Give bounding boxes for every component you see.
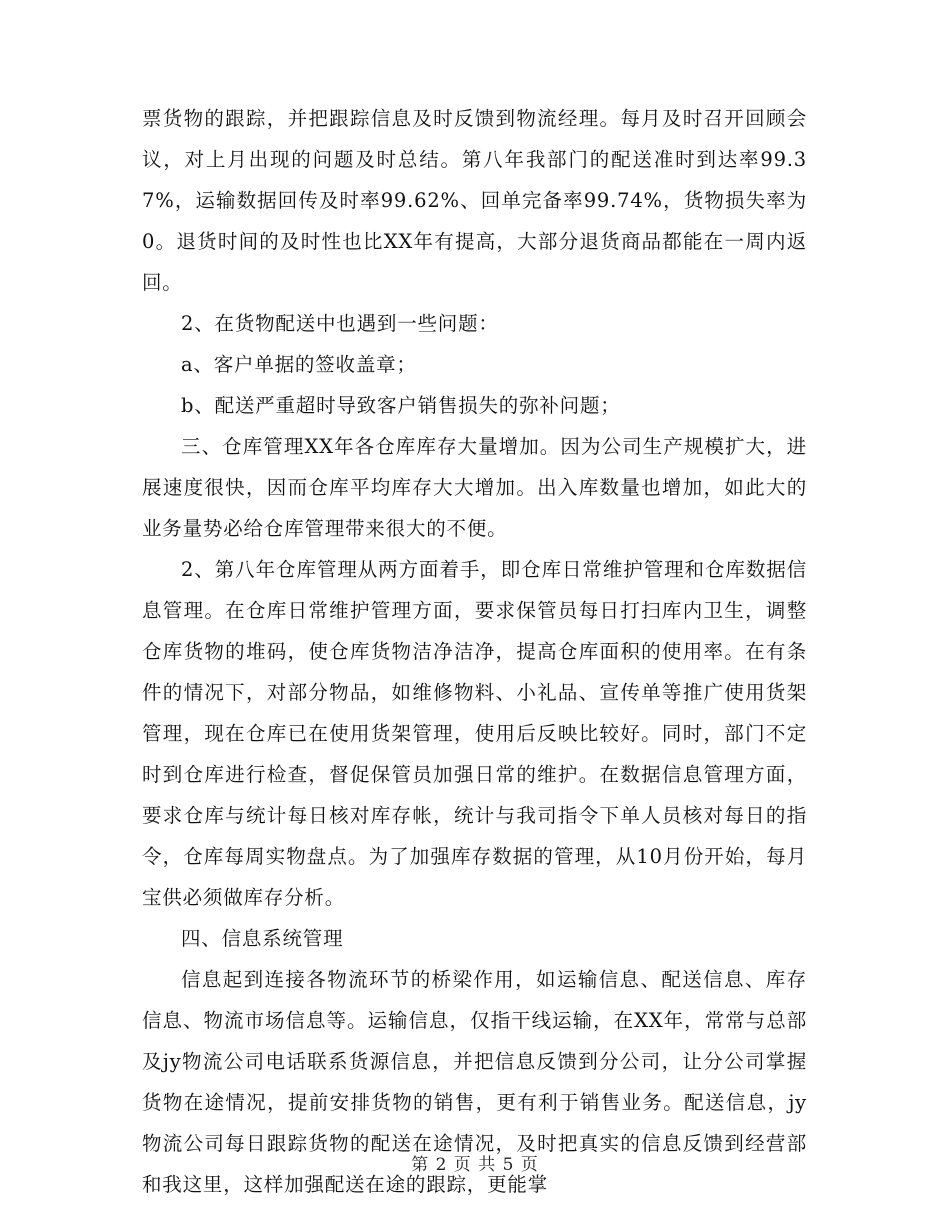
paragraph-info-system: 信息起到连接各物流环节的桥梁作用，如运输信息、配送信息、库存信息、物流市场信息等。运输信息，仅指干线运输，在XX年，常常与总部及jy物流公司电话联系货源信息，并把信息反馈到分公司，让分公司掌握货物在途情况，提前安排货物的销售，更有利于销售业务。配送信息，jy物流公司每日跟踪货物的配送在途情况，及时把真实的信息反馈到经营部和我这里，这样加强配送在途的跟踪，更能掌 xyxy=(142,968,807,1196)
paragraph-continuation: 票货物的跟踪，并把跟踪信息及时反馈到物流经理。每月及时召开回顾会议，对上月出现的问题及时总结。第八年我部门的配送准时到达率99.37%，运输数据回传及时率99.62%、回单完备率99.74%，货物损失率为0。退货时间的及时性也比XX年有提高，大部分退货商品都能在一周内返回。 xyxy=(142,107,807,294)
document-body xyxy=(142,98,807,1205)
paragraph-item-a: a、客户单据的签收盖章； xyxy=(181,353,417,376)
heading-section-4-info-system: 四、信息系统管理 xyxy=(181,927,344,950)
page-number-footer: 第 2 页 共 5 页 xyxy=(411,1155,539,1175)
paragraph-warehouse-management: 2、第八年仓库管理从两方面着手，即仓库日常维护管理和仓库数据信息管理。在仓库日常维护管理方面，要求保管员每日打扫库内卫生，调整仓库货物的堆码，使仓库货物洁净洁净，提高仓库面积的使用率。在有条件的情况下，对部分物品，如维修物料、小礼品、宣传单等推广使用货架管理，现在仓库已在使用货架管理，使用后反映比较好。同时，部门不定时到仓库进行检查，督促保管员加强日常的维护。在数据信息管理方面，要求仓库与统计每日核对库存帐，统计与我司指令下单人员核对每日的指令，仓库每周实物盘点。为了加强库存数据的管理，从10月份开始，每月宝供必须做库存分析。 xyxy=(142,558,807,909)
paragraph-item-b: b、配送严重超时导致客户销售损失的弥补问题； xyxy=(181,394,621,417)
paragraph-item-2-problems: 2、在货物配送中也遇到一些问题： xyxy=(181,312,499,335)
paragraph-section-3-warehouse: 三、仓库管理XX年各仓库库存大量增加。因为公司生产规模扩大，进展速度很快，因而仓库平均库存大大增加。出入库数量也增加，如此大的业务量势必给仓库管理带来很大的不便。 xyxy=(142,435,807,540)
